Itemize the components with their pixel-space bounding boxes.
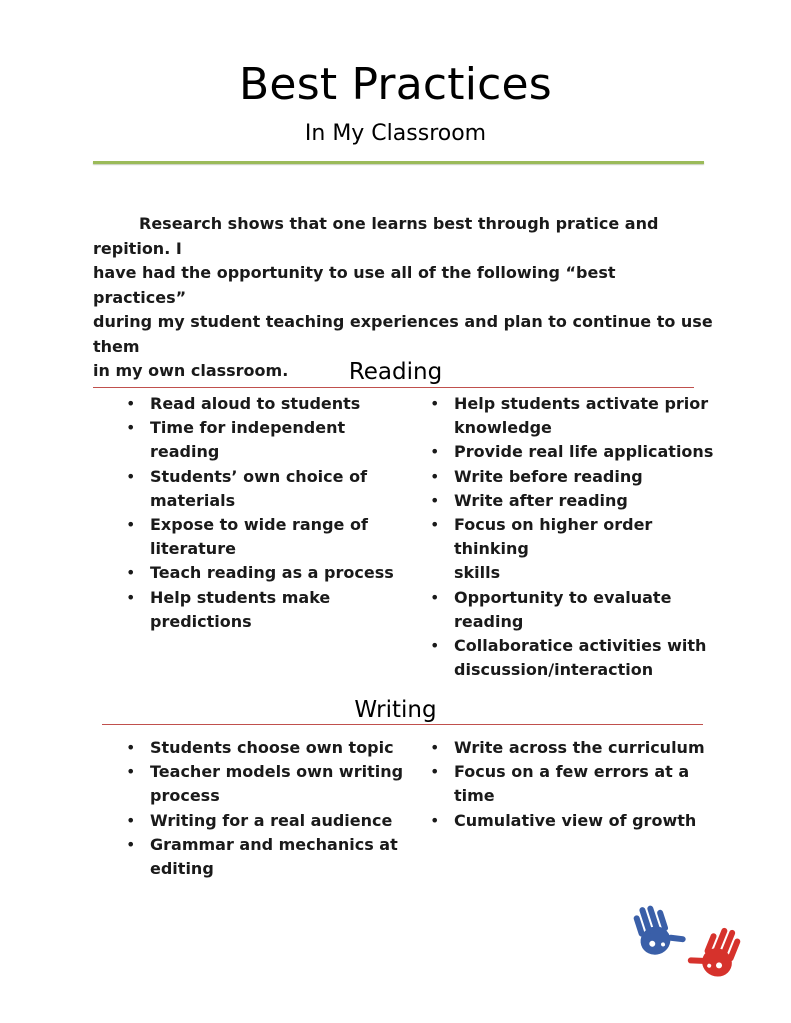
list-item: • Help students activate prior knowledge — [430, 394, 709, 438]
list-item: • Teacher models own writing process — [126, 762, 404, 806]
list-item: • Cumulative view of growth — [430, 810, 697, 830]
writing-list-right — [427, 736, 727, 833]
list-item: • Help students make predictions — [126, 587, 331, 631]
list-item: • Write after reading — [430, 490, 628, 510]
page-title: Best Practices — [239, 59, 552, 110]
list-item: • Grammar and mechanics at editing — [126, 834, 398, 879]
reading-list-right — [427, 392, 727, 682]
list-item: • Focus on higher order thinking skills — [430, 515, 653, 583]
intro-line-1: Research shows that one learns best through pratice and repition. I — [93, 214, 659, 258]
list-item: • Write across the curriculum — [430, 738, 705, 757]
list-item: • Collaboratice activities with discussion/interaction — [430, 636, 707, 680]
list-item: • Teach reading as a process — [126, 563, 394, 583]
list-item: • Writing for a real audience — [126, 810, 393, 830]
list-item: • Time for independent reading — [126, 418, 346, 462]
page-subtitle: In My Classroom — [304, 121, 487, 146]
writing-divider — [102, 724, 703, 725]
intro-line-2: have had the opportunity to use all of the following “best practices” — [93, 263, 616, 307]
intro-line-4: in my own classroom. — [93, 361, 289, 380]
intro-line-3: during my student teaching experiences and plan to continue to use them — [93, 312, 713, 356]
handprints-icon — [618, 895, 758, 990]
list-item: • Focus on a few errors at a time — [430, 762, 690, 806]
list-item: • Opportunity to evaluate reading — [430, 587, 672, 631]
list-item: • Read aloud to students — [126, 394, 361, 413]
list-item: • Students’ own choice of materials — [126, 466, 368, 510]
writing-heading: Writing — [354, 697, 437, 723]
writing-list-left — [123, 736, 413, 881]
reading-list-left — [123, 392, 413, 634]
title-divider — [93, 161, 704, 164]
list-item: • Provide real life applications — [430, 442, 714, 462]
list-item: • Write before reading — [430, 466, 643, 486]
reading-heading: Reading — [348, 359, 443, 385]
list-item: • Expose to wide range of literature — [126, 515, 368, 559]
list-item: • Students choose own topic — [126, 738, 394, 757]
reading-divider — [93, 387, 694, 388]
